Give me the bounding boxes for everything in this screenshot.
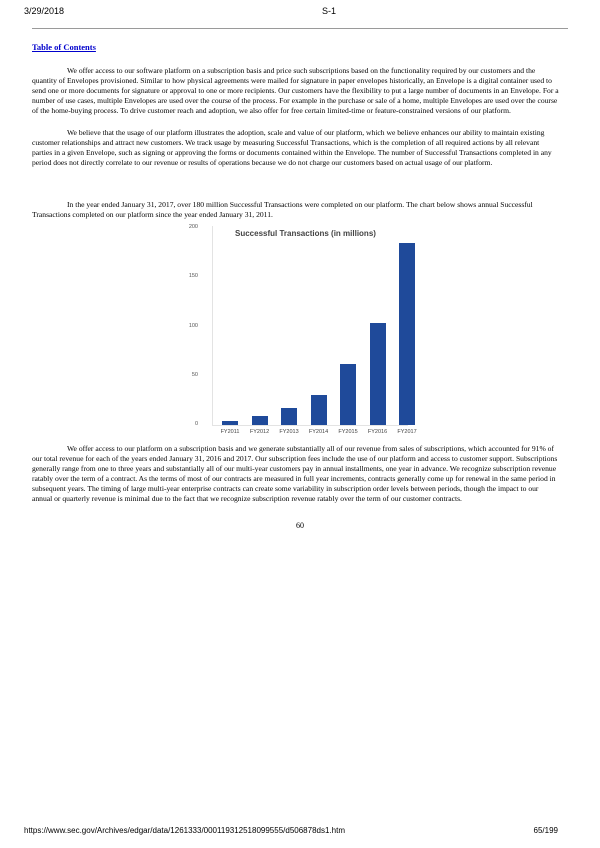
page-number: 60 [296, 521, 304, 530]
table-of-contents-link[interactable]: Table of Contents [32, 42, 96, 52]
paragraph-chart-intro: In the year ended January 31, 2017, over 180 million Successful Transactions were completed on our platform. The chart below shows annual Successful Transactions completed on our platform since the year ended January 31, 2011. [32, 200, 533, 219]
print-title: S-1 [322, 6, 337, 16]
bar-fy2016 [370, 323, 386, 425]
bar-fy2014 [311, 395, 327, 425]
page-count: 65/199 [533, 826, 558, 835]
chart-title: Successful Transactions (in millions) [235, 229, 376, 238]
x-tick-label: FY2015 [338, 429, 358, 435]
successful-transactions-chart [180, 220, 420, 442]
bar-fy2012 [252, 416, 268, 425]
y-tick-label: 200 [188, 224, 198, 230]
paragraph-platform-usage: We believe that the usage of our platform illustrates the adoption, scale and value of our platform, which we believe enhances our ability to maintain existing customer relationships and attract new customers. We track usage by measuring Successful Transactions, which is the completion of all required actions by all relevant parties in a given Envelope, such as signing or approving the forms or documents contained within the Envelope. The number of Successful Transactions completed in any period does not directly correlate to our revenue or results of operations because we do not charge our customers based on actual usage of our platform. [32, 128, 552, 167]
bar-fy2015 [340, 364, 356, 425]
bar-fy2017 [399, 243, 415, 425]
y-tick-label: 50 [191, 371, 198, 378]
source-url: https://www.sec.gov/Archives/edgar/data/1261333/000119312518099555/d506878ds1.htm [24, 826, 345, 835]
x-tick-label: FY2016 [367, 429, 388, 435]
paragraph-subscription-platform: We offer access to our software platform on a subscription basis and price such subscriptions based on the functionality required by our customers and the quantity of Envelopes provisioned. Similar to how physical agreements were mailed for signature in paper envelopes historically, an Envelope is a digital container used to send one or more documents for signature or approval to one or more recipients. Our customers have the flexibility to put a large number of documents in an Envelope. For a number of use cases, multiple Envelopes are used over the course of the process. For example in the purchase or sale of a home, multiple Envelopes are used over the course of the home-buying process. To drive customer reach and adoption, we also offer for free certain limited-time or feature-constrained versions of our platform. [32, 66, 559, 115]
y-tick-label: 150 [188, 273, 198, 280]
y-tick-label: 100 [188, 322, 198, 329]
header-divider [32, 28, 568, 29]
print-date: 3/29/2018 [24, 6, 65, 16]
paragraph-subscription-revenue: We offer access to our platform on a subscription basis and we generate substantially all of our revenue from sales of subscriptions, which accounted for 91% of our total revenue for each of the years ended January 31, 2016 and 2017. Our subscription fees include the use of our platform and access to customer support. Subscriptions generally range from one to three years and substantially all of our multi-year customers pay in annual installments, one year in advance. We recognize subscription revenue ratably over the term of a contract. As the terms of most of our contracts are measured in full year increments, contracts generally come up for renewal in the same period in subsequent years. The timing of large multi-year enterprise contracts can create some variability in subscription order levels between periods, though the impact to our annual or quarterly revenue is minimal due to the fact that we recognize subscription revenue ratably over the term of our customer contracts. [32, 444, 558, 503]
print-header [24, 6, 576, 20]
x-axis-line [212, 425, 408, 426]
y-axis-line [212, 226, 213, 426]
x-tick-label: FY2014 [308, 429, 329, 435]
x-tick-label: FY2011 [220, 429, 240, 435]
x-tick-label: FY2013 [279, 429, 299, 435]
bar-fy2013 [281, 408, 297, 425]
bar-fy2011 [222, 421, 238, 425]
x-tick-label: FY2017 [397, 429, 417, 435]
x-tick-label: FY2012 [249, 429, 270, 435]
y-tick-label: 0 [194, 421, 198, 427]
